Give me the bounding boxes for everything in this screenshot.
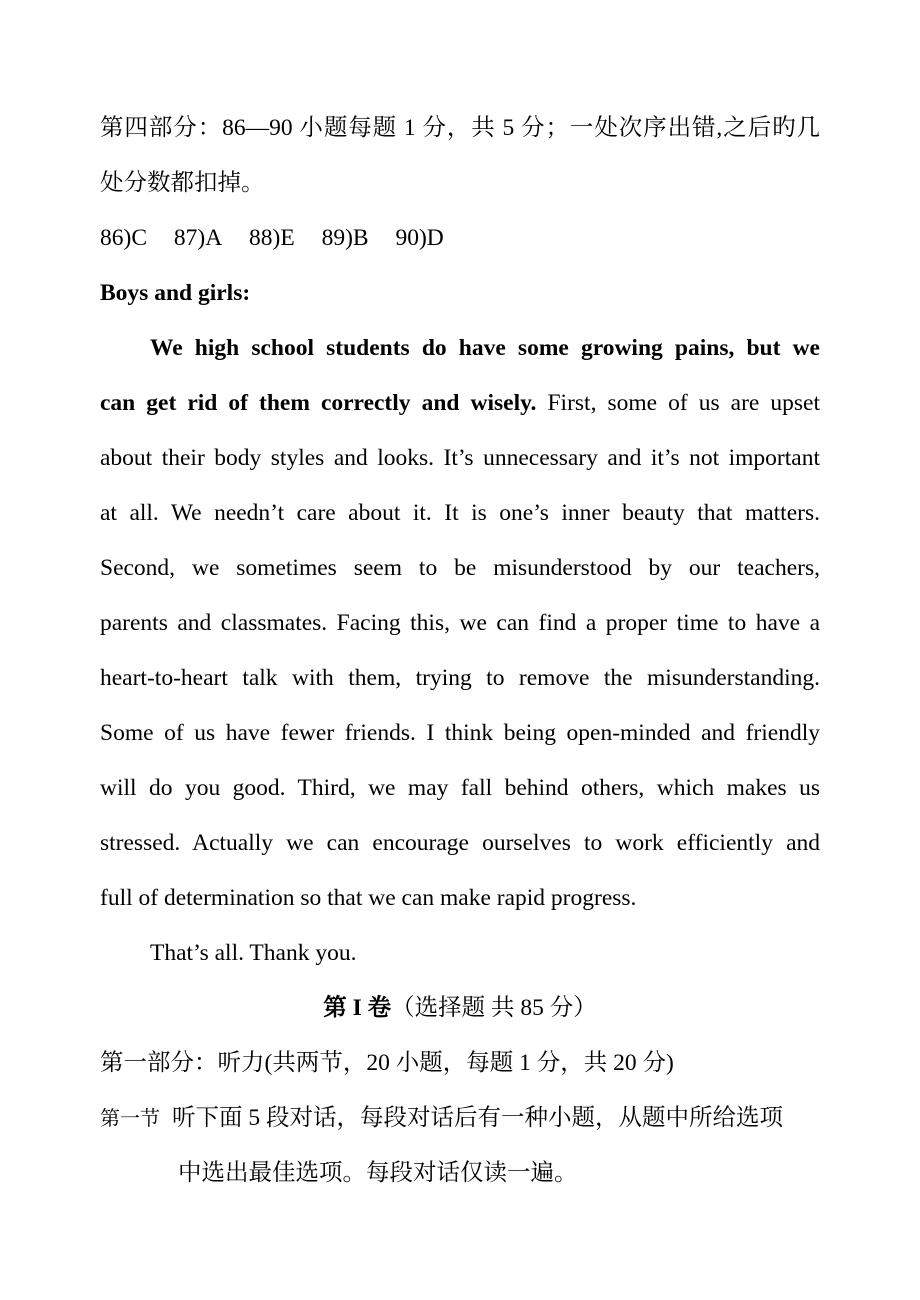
section-1-label: 第一节 xyxy=(100,1108,160,1130)
essay-line: will do you good. Third, we may fall behind others, which makes us xyxy=(100,775,820,801)
volume-title-bold: 第 I 卷 xyxy=(323,995,392,1021)
essay-line: full of determination so that we can make rapid progress. xyxy=(100,885,637,911)
essay-closing: That’s all. Thank you. xyxy=(150,940,357,966)
essay-greeting: Boys and girls: xyxy=(100,280,251,306)
essay-intro-rest: First, some of us are upset xyxy=(536,390,821,416)
essay-line: parents and classmates. Facing this, we can find a proper time to have a xyxy=(100,610,820,636)
part1-heading: 第一部分：听力(共两节，20 小题，每题 1 分，共 20 分) xyxy=(100,1050,674,1076)
essay-line: heart-to-heart talk with them, trying to remove the misunderstanding. xyxy=(100,665,820,691)
volume-title xyxy=(100,993,820,1023)
answer-89: 89)B xyxy=(321,225,369,251)
volume-title-rest: （选择题 共 85 分） xyxy=(391,995,597,1021)
answer-90: 90)D xyxy=(395,225,444,251)
essay-intro-line-1: We high school students do have some growing pains, but we xyxy=(150,335,820,361)
essay-intro-bold: can get rid of them correctly and wisely. xyxy=(100,390,537,416)
section-1-text: 听下面 5 段对话，每段对话后有一种小题，从题中所给选项 xyxy=(172,1105,783,1131)
section-1-line-2: 中选出最佳选项。每段对话仅读一遍。 xyxy=(178,1160,578,1186)
answer-86: 86)C xyxy=(100,225,147,251)
essay-line: Some of us have fewer friends. I think being open-minded and friendly xyxy=(100,720,820,746)
part4-line-2: 处分数都扣掉。 xyxy=(100,170,265,196)
answer-87: 87)A xyxy=(173,225,223,251)
essay-intro-line-2 xyxy=(100,388,820,418)
part4-line-1: 第四部分：86—90 小题每题 1 分，共 5 分；一处次序出错,之后旳几 xyxy=(100,115,820,141)
essay-line: about their body styles and looks. It’s unnecessary and it’s not important xyxy=(100,445,820,471)
essay-line: Second, we sometimes seem to be misunderstood by our teachers, xyxy=(100,555,820,581)
essay-line: stressed. Actually we can encourage ourselves to work efficiently and xyxy=(100,830,820,856)
answer-key xyxy=(100,223,820,253)
section-1-line-1 xyxy=(100,1103,820,1134)
answer-88: 88)E xyxy=(249,225,295,251)
essay-line: at all. We needn’t care about it. It is one’s inner beauty that matters. xyxy=(100,500,820,526)
